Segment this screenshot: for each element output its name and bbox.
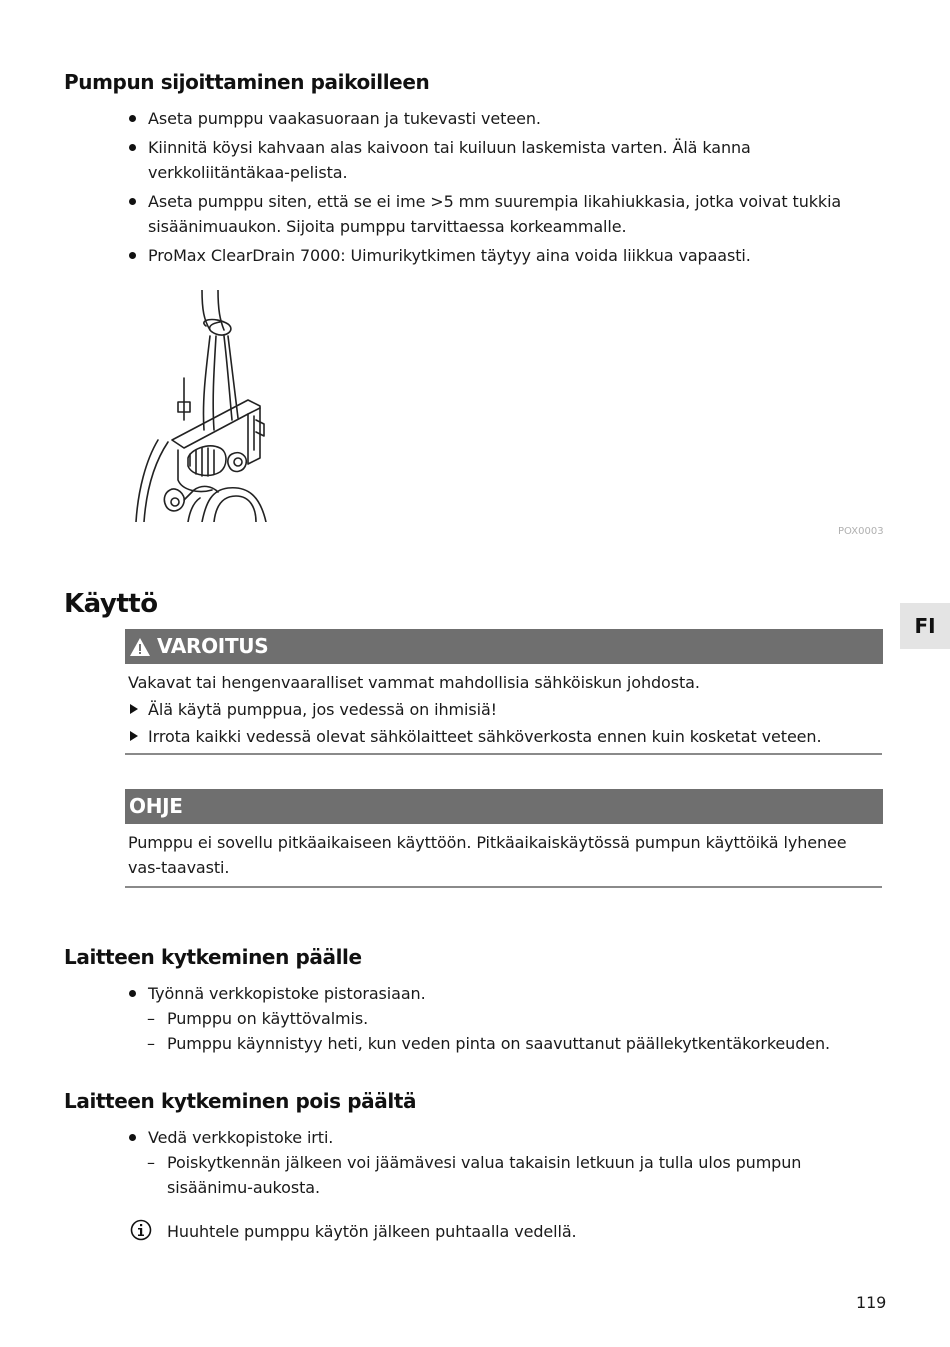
switch-off-bullet-list: [128, 1125, 878, 1150]
list-item: – Pumppu käynnistyy heti, kun veden pinta on saavuttanut päällekytkentäkorkeuden.: [147, 1031, 877, 1056]
page-number: 119: [856, 1293, 887, 1312]
list-item: Kiinnitä köysi kahvaan alas kaivoon tai kuiluun laskemista varten. Älä kanna verkkoliitäntäkaa-pelista.: [128, 135, 878, 185]
note-header: OHJE: [125, 789, 883, 824]
list-item: Aseta pumppu siten, että se ei ime >5 mm suurempia likahiukkasia, jotka voivat tukkia sisäänimuaukon. Sijoita pumppu tarvittaessa korkeammalle.: [128, 189, 878, 239]
list-item: Älä käytä pumppua, jos vedessä on ihmisiä!: [128, 697, 878, 722]
switch-on-bullet-list: [128, 981, 878, 1006]
warning-label: VAROITUS: [157, 634, 269, 658]
arrow-right-icon: [130, 731, 138, 741]
section-heading-switch-off: Laitteen kytkeminen pois päältä: [64, 1089, 417, 1113]
list-item: Vedä verkkopistoke irti.: [128, 1125, 878, 1150]
arrow-right-icon: [130, 704, 138, 714]
warning-header: [125, 629, 883, 664]
warning-text: Vakavat tai hengenvaaralliset vammat mahdollisia sähköiskun johdosta.: [128, 673, 700, 692]
section-heading-switch-on: Laitteen kytkeminen päälle: [64, 945, 362, 969]
switch-off-result-list: [147, 1150, 877, 1200]
info-text: Huuhtele pumppu käytön jälkeen puhtaalla vedellä.: [167, 1222, 577, 1241]
list-item: – Pumppu on käyttövalmis.: [147, 1006, 877, 1031]
list-item: – Poiskytkennän jälkeen voi jäämävesi valua takaisin letkuun ja tulla ulos pumpun sisäänimu-aukosta.: [147, 1150, 877, 1200]
list-item: Irrota kaikki vedessä olevat sähkölaitteet sähköverkosta ennen kuin kosketat veteen.: [128, 724, 878, 749]
figure-code: POX0003: [838, 526, 884, 537]
note-bottom-rule: [125, 886, 882, 888]
info-icon: [130, 1219, 152, 1241]
note-text: Pumppu ei sovellu pitkäaikaiseen käyttöön. Pitkäaikaiskäytössä pumpun käyttöikä lyhenee vas-taavasti.: [128, 833, 847, 877]
list-item: Työnnä verkkopistoke pistorasiaan.: [128, 981, 878, 1006]
language-tab: FI: [900, 603, 950, 649]
warning-action-list: [128, 697, 878, 749]
switch-on-result-list: [147, 1006, 877, 1056]
list-item: Aseta pumppu vaakasuoraan ja tukevasti veteen.: [128, 106, 878, 131]
section-heading-operation: Käyttö: [64, 589, 158, 619]
pump-rope-illustration: [128, 290, 308, 522]
list-item: ProMax ClearDrain 7000: Uimurikytkimen täytyy aina voida liikkua vapaasti.: [128, 243, 878, 268]
placement-bullet-list: [128, 106, 878, 268]
section-heading-placement: Pumpun sijoittaminen paikoilleen: [64, 70, 430, 94]
warning-bottom-rule: [125, 753, 882, 755]
warning-triangle-icon: [129, 633, 151, 668]
